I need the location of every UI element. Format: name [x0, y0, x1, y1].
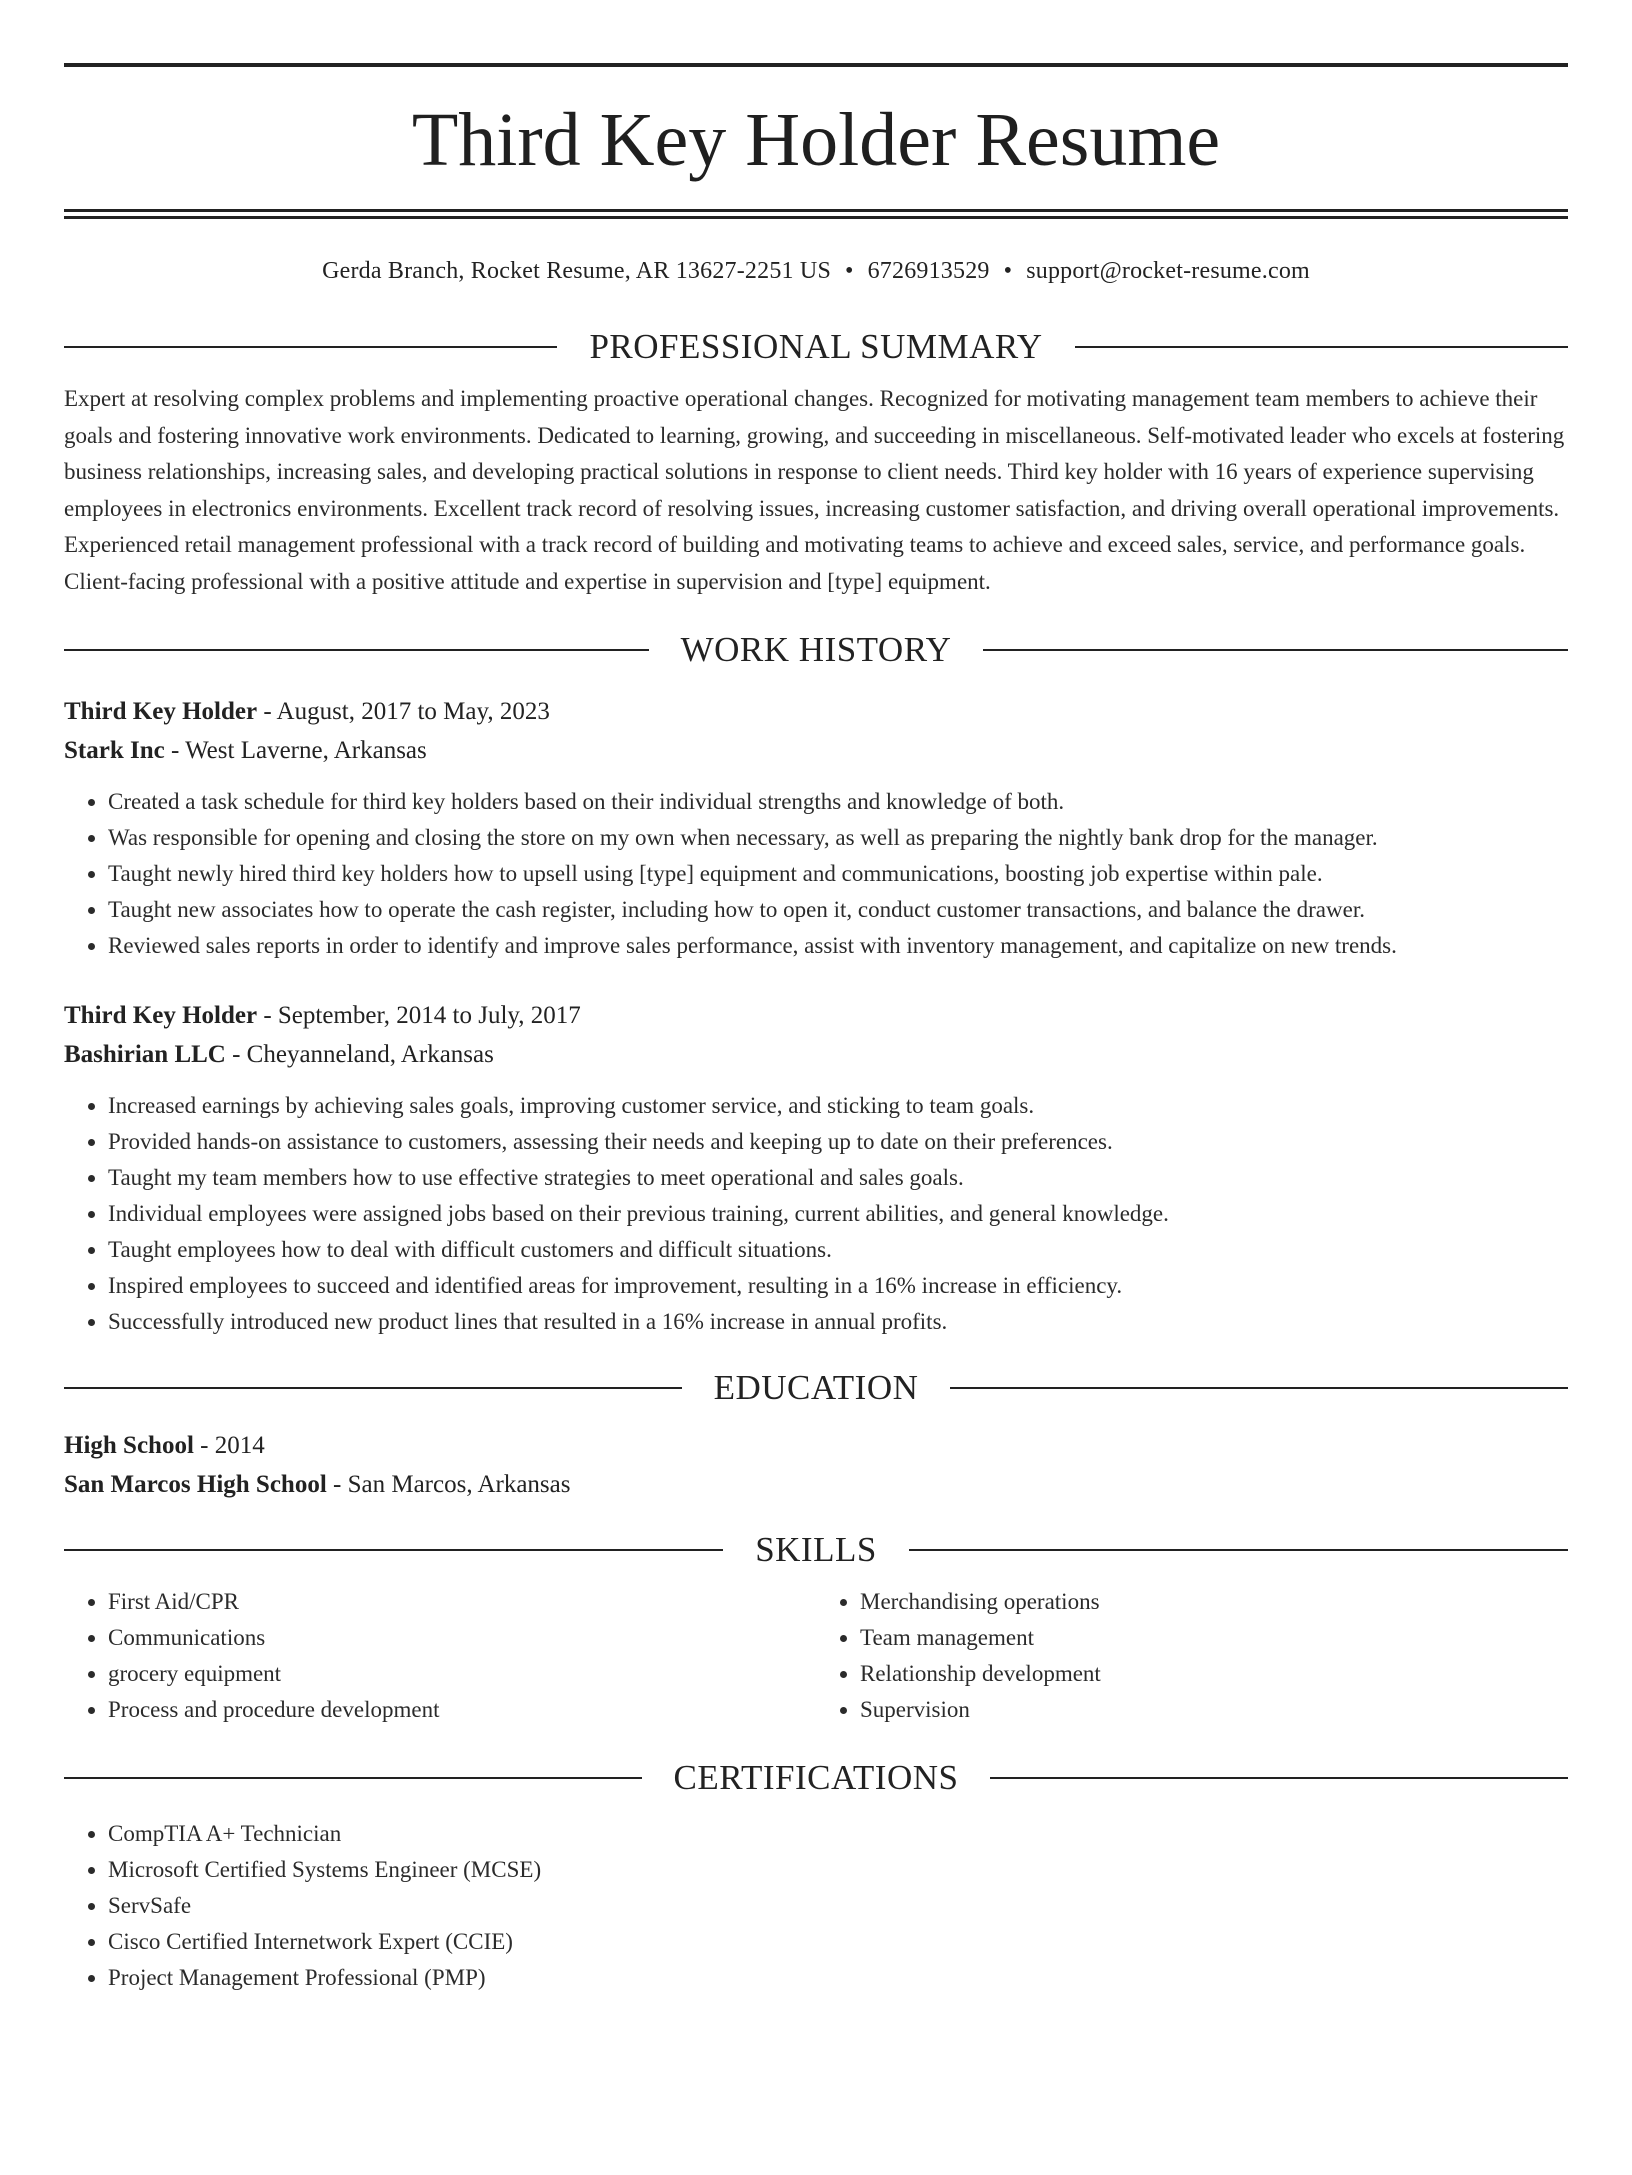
list-item: • Cisco Certified Internetwork Expert (CCIE)	[108, 1924, 1568, 1960]
list-item: • Taught employees how to deal with difficult customers and difficult situations.	[108, 1232, 1568, 1268]
education-school: San Marcos High School	[64, 1471, 327, 1498]
section-title-certifications: CERTIFICATIONS	[673, 1758, 959, 1797]
contact-email: support@rocket-resume.com	[1026, 258, 1310, 284]
job-dates: - August, 2017 to May, 2023	[257, 698, 550, 725]
section-header-certifications	[64, 1756, 1568, 1800]
list-item: • Created a task schedule for third key holders based on their individual strengths and knowledge of both.	[108, 784, 1568, 820]
list-item: • Taught newly hired third key holders how to upsell using [type] equipment and communications, boosting job expertise within pale.	[108, 856, 1568, 892]
list-item: • grocery equipment	[108, 1656, 816, 1692]
job-bullets	[64, 784, 1568, 964]
list-item: • Supervision	[860, 1692, 1568, 1728]
section-rule	[990, 1777, 1568, 1779]
job-entry	[64, 996, 1568, 1340]
contact-phone: 6726913529	[867, 258, 990, 284]
summary-text: Expert at resolving complex problems and implementing proactive operational changes. Recognized for motivating management team members to achieve their goals and fostering innovative work environments. Dedicated to learning, growing, and succeeding in miscellaneous. Self-motivated leader who excels at fostering business relationships, increasing sales, and developing practical solutions in response to client needs. Third key holder with 16 years of experience supervising employees in electronics environments. Excellent track record of resolving issues, increasing customer satisfaction, and driving overall operational improvements. Experienced retail management professional with a track record of building and motivating teams to achieve and exceed sales, service, and performance goals. Client-facing professional with a positive attitude and expertise in supervision and [type] equipment.	[64, 386, 1565, 594]
list-item: • Process and procedure development	[108, 1692, 816, 1728]
list-item: • Communications	[108, 1620, 816, 1656]
section-header-work	[64, 628, 1568, 672]
job-title: Third Key Holder	[64, 1002, 258, 1029]
list-item: • ServSafe	[108, 1888, 1568, 1924]
job-title: Third Key Holder	[64, 698, 258, 725]
list-item: • Individual employees were assigned jobs based on their previous training, current abilities, and general knowledge.	[108, 1196, 1568, 1232]
job-company: Stark Inc	[64, 737, 165, 764]
skills-column-right	[816, 1584, 1568, 1728]
job-title-line	[64, 692, 1568, 731]
job-location: - West Laverne, Arkansas	[164, 737, 427, 764]
education-year: - 2014	[193, 1432, 265, 1459]
section-title-education: EDUCATION	[713, 1368, 919, 1407]
list-item: • Team management	[860, 1620, 1568, 1656]
section-rule	[909, 1549, 1568, 1551]
list-item: • Project Management Professional (PMP)	[108, 1960, 1568, 1996]
education-school-line	[64, 1465, 1568, 1504]
certifications-bullets	[64, 1816, 1568, 1996]
top-rule	[64, 63, 1568, 67]
contact-line	[64, 255, 1568, 287]
list-item: • First Aid/CPR	[108, 1584, 816, 1620]
double-rule	[64, 209, 1568, 219]
job-bullets	[64, 1088, 1568, 1340]
section-rule	[950, 1387, 1568, 1389]
section-title-work: WORK HISTORY	[680, 630, 952, 669]
job-entry	[64, 692, 1568, 964]
section-header-summary	[64, 325, 1568, 369]
contact-separator: •	[845, 258, 854, 284]
skills-grid	[64, 1584, 1568, 1728]
section-rule	[64, 1387, 682, 1389]
list-item: • Merchandising operations	[860, 1584, 1568, 1620]
list-item: • CompTIA A+ Technician	[108, 1816, 1568, 1852]
resume-title: Third Key Holder Resume	[411, 98, 1221, 182]
skills-column-left	[64, 1584, 816, 1728]
section-rule	[983, 649, 1568, 651]
list-item: • Was responsible for opening and closing the store on my own when necessary, as well as preparing the nightly bank drop for the manager.	[108, 820, 1568, 856]
job-title-line	[64, 996, 1568, 1035]
section-rule	[1075, 346, 1568, 348]
section-rule	[64, 346, 557, 348]
section-title-skills: SKILLS	[755, 1530, 877, 1569]
section-header-education	[64, 1366, 1568, 1410]
contact-address: Gerda Branch, Rocket Resume, AR 13627-2251 US	[322, 258, 831, 284]
contact-separator: •	[1003, 258, 1013, 284]
section-header-skills	[64, 1528, 1568, 1572]
education-location: - San Marcos, Arkansas	[326, 1471, 571, 1498]
job-company-line	[64, 1035, 1568, 1074]
education-degree-line	[64, 1426, 1568, 1465]
section-title-summary: PROFESSIONAL SUMMARY	[589, 327, 1043, 366]
job-company: Bashirian LLC	[64, 1041, 226, 1068]
job-company-line	[64, 731, 1568, 770]
list-item: • Increased earnings by achieving sales goals, improving customer service, and sticking to team goals.	[108, 1088, 1568, 1124]
list-item: • Inspired employees to succeed and identified areas for improvement, resulting in a 16% increase in efficiency.	[108, 1268, 1568, 1304]
list-item: • Reviewed sales reports in order to identify and improve sales performance, assist with inventory management, and capitalize on new trends.	[108, 928, 1568, 964]
job-location: - Cheyanneland, Arkansas	[225, 1041, 494, 1068]
education-degree: High School	[64, 1432, 194, 1459]
list-item: • Successfully introduced new product lines that resulted in a 16% increase in annual profits.	[108, 1304, 1568, 1340]
certifications-list	[64, 1816, 1568, 1996]
list-item: • Taught my team members how to use effective strategies to meet operational and sales goals.	[108, 1160, 1568, 1196]
list-item: • Taught new associates how to operate the cash register, including how to open it, conduct customer transactions, and balance the drawer.	[108, 892, 1568, 928]
section-rule	[64, 1777, 642, 1779]
list-item: • Relationship development	[860, 1656, 1568, 1692]
list-item: • Microsoft Certified Systems Engineer (MCSE)	[108, 1852, 1568, 1888]
list-item: • Provided hands-on assistance to customers, assessing their needs and keeping up to date on their preferences.	[108, 1124, 1568, 1160]
job-dates: - September, 2014 to July, 2017	[257, 1002, 581, 1029]
section-rule	[64, 649, 649, 651]
section-rule	[64, 1549, 723, 1551]
resume-page	[0, 63, 1632, 2175]
education-entry	[64, 1426, 1568, 1504]
